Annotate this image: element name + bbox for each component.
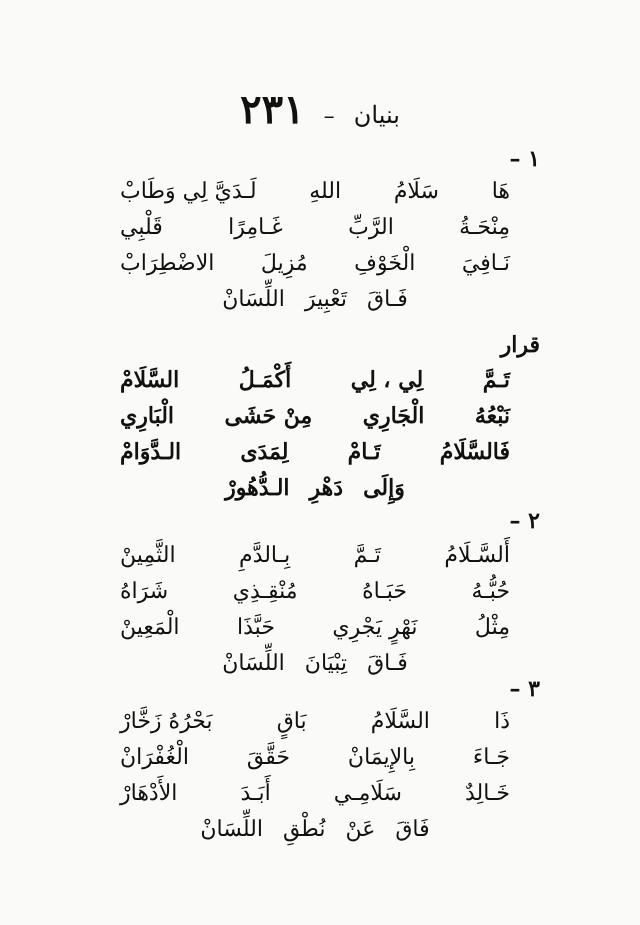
stanza-line (120, 246, 510, 282)
verse-word: حَبَـاهُ (362, 579, 407, 604)
verse-word: الْبَارِي (120, 403, 175, 429)
verse-word: خَـالِدٌ (465, 781, 510, 806)
verse-word: وَإِلَى (363, 475, 405, 501)
verse-word: مُزِيلَ (260, 251, 308, 276)
stanza-2 (120, 538, 510, 682)
stanza-3 (120, 704, 510, 848)
verse-word: حَبَّذَا (237, 615, 275, 640)
verse-word: أَلسَّـلَامُ (444, 543, 510, 568)
verse-word: فَاقَ (395, 817, 430, 842)
verse-word: بَاقٍ (276, 709, 307, 734)
chorus-marker: قرار (500, 332, 540, 358)
verse-word: فَالسَّلَامُ (439, 439, 510, 465)
hymn-title-separator: – (323, 104, 335, 129)
stanza-line (120, 174, 510, 210)
verse-word: الرَّبِّ (348, 215, 394, 240)
chorus-line (120, 398, 510, 434)
verse-word: سَلَامُ (393, 179, 439, 204)
verse-word: بَحْرُهُ زَخَّارْ (120, 709, 213, 734)
stanza-3-marker: ٣ – (509, 676, 540, 702)
verse-word: مِثْلُ (474, 615, 510, 640)
verse-word: حَقَّقَ (246, 745, 290, 770)
stanza-1 (120, 174, 510, 318)
verse-word: الْجَارِي (362, 403, 425, 429)
verse-word: لِمَدَى (240, 439, 289, 465)
verse-word: غَـامِرًا (228, 215, 283, 240)
verse-word: بِالإِيمَانْ (347, 745, 415, 770)
hymn-number: ٢٣١ (240, 86, 305, 133)
verse-word: الاضْطِرَابْ (120, 251, 215, 276)
verse-word: السَّلَامْ (120, 367, 180, 393)
stanza-line (120, 574, 510, 610)
chorus (120, 362, 510, 506)
verse-word: اللِّسَانْ (200, 817, 263, 842)
verse-word: دَهْرِ (309, 475, 344, 501)
verse-word: أَبَـدَ (240, 781, 271, 806)
verse-word: تَـمَّ (482, 367, 510, 393)
verse-word: تِبْيَانَ (304, 651, 348, 676)
stanza-refrain-line (120, 812, 510, 848)
verse-word: السَّلَامُ (370, 709, 430, 734)
verse-word: لَـدَيَّ لِي وَطَابْ (120, 179, 257, 204)
verse-word: نَبْعُهُ (474, 403, 510, 429)
verse-word: مِنْ حَشَى (224, 403, 313, 429)
verse-word: فَـاقَ (367, 287, 408, 312)
verse-word: الثَّمِينْ (120, 543, 176, 568)
stanza-line (120, 740, 510, 776)
stanza-line (120, 704, 510, 740)
stanza-refrain-line (120, 646, 510, 682)
verse-word: الْخَوْفِ (354, 251, 416, 276)
stanza-line (120, 210, 510, 246)
verse-word: اللِّسَانْ (222, 287, 285, 312)
hymn-title (0, 86, 640, 133)
verse-word: شَرَاهُ (120, 579, 169, 604)
verse-word: لِي ، لِي (350, 367, 424, 393)
verse-word: نَـافِيَ (461, 251, 510, 276)
chorus-final-line (120, 470, 510, 506)
stanza-line (120, 538, 510, 574)
chorus-line (120, 434, 510, 470)
verse-word: مِنْحَـةُ (459, 215, 510, 240)
verse-word: سَلَامِـي (333, 781, 402, 806)
stanza-refrain-line (120, 282, 510, 318)
verse-word: الأَدْهَارْ (120, 781, 178, 806)
verse-word: هَا (491, 179, 510, 204)
stanza-2-marker: ٢ – (509, 508, 540, 534)
verse-word: نُطْقِ (282, 817, 326, 842)
stanza-line (120, 776, 510, 812)
chorus-line (120, 362, 510, 398)
stanza-line (120, 610, 510, 646)
stanza-1-marker: ١ – (509, 146, 540, 172)
verse-word: تَـامْ (347, 439, 381, 465)
hymn-title-word: بنيان (353, 101, 400, 129)
verse-word: جَـاءَ (472, 745, 510, 770)
verse-word: مُنْقِـذِي (232, 579, 298, 604)
verse-word: حُبُّـهُ (471, 579, 510, 604)
verse-word: اللِّسَانْ (222, 651, 285, 676)
verse-word: تَعْبِيرَ (304, 287, 348, 312)
verse-word: ذَا (494, 709, 510, 734)
verse-word: قَلْبِي (120, 215, 163, 240)
verse-word: فَـاقَ (367, 651, 408, 676)
verse-word: تَـمَّ (353, 543, 381, 568)
verse-word: اللهِ (309, 179, 342, 204)
verse-word: الـدَّوَامْ (120, 439, 182, 465)
verse-word: أَكْمَـلُ (238, 367, 292, 393)
verse-word: الْغُفْرَانْ (120, 745, 189, 770)
verse-word: عَنْ (345, 817, 376, 842)
verse-word: نَهْرٍ يَجْرِي (332, 615, 418, 640)
verse-word: بِـالدَّمِ (239, 543, 291, 568)
verse-word: الْمَعِينْ (120, 615, 180, 640)
verse-word: الـدُّهُورْ (225, 475, 290, 501)
